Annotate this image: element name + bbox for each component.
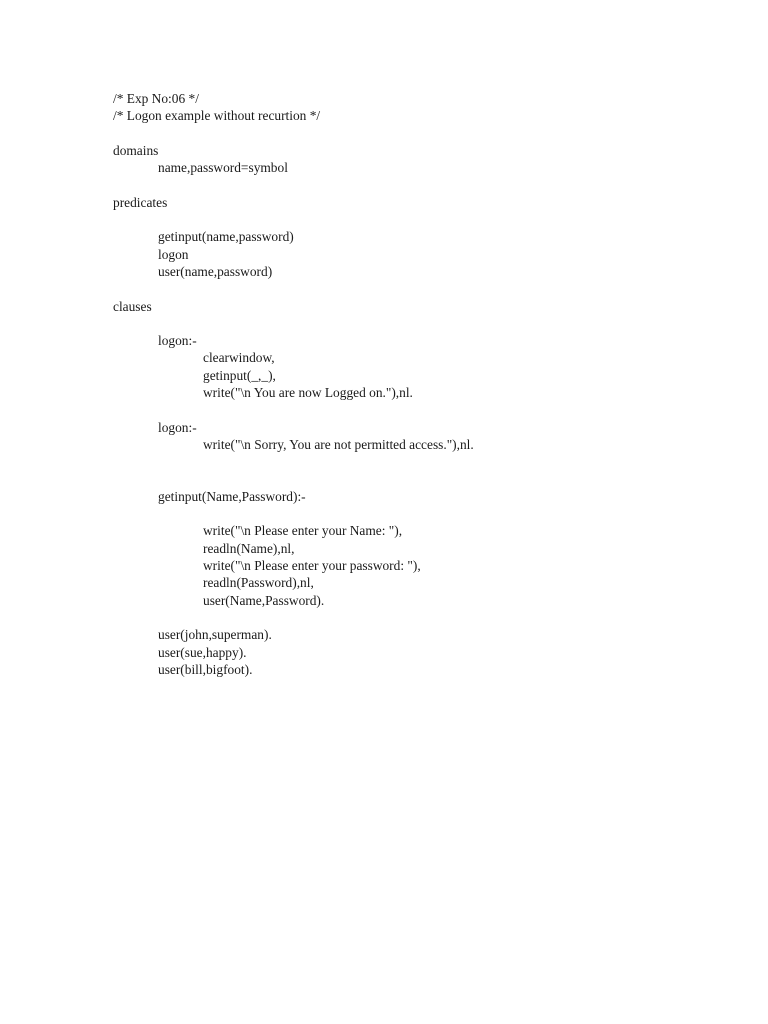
code-line: user(name,password) bbox=[158, 263, 273, 279]
code-line: user(Name,Password). bbox=[203, 592, 325, 608]
code-line: /* Exp No:06 */ bbox=[113, 91, 199, 106]
code-line: getinput(_,_), bbox=[203, 367, 276, 383]
code-line: getinput(Name,Password):- bbox=[158, 488, 306, 504]
code-line: readln(Password),nl, bbox=[203, 575, 314, 591]
blank-line bbox=[113, 401, 728, 418]
code-line: write("\n Please enter your password: "), bbox=[203, 558, 421, 574]
code-line: /* Logon example without recurtion */ bbox=[113, 108, 321, 124]
blank-line bbox=[113, 280, 728, 297]
code-line: user(john,superman). bbox=[158, 627, 272, 643]
code-line: clearwindow, bbox=[203, 350, 275, 366]
code-line: write("\n Sorry, You are not permitted access."),nl. bbox=[203, 436, 474, 452]
blank-line bbox=[113, 505, 728, 522]
code-line: logon:- bbox=[158, 333, 197, 349]
code-line: write("\n Please enter your Name: "), bbox=[203, 523, 403, 539]
code-line: write("\n You are now Logged on."),nl. bbox=[203, 385, 413, 401]
code-line: user(sue,happy). bbox=[158, 644, 247, 660]
blank-line bbox=[113, 609, 728, 626]
code-line: name,password=symbol bbox=[158, 160, 288, 176]
code-line: logon:- bbox=[158, 419, 197, 435]
code-listing bbox=[113, 90, 728, 678]
code-line: user(bill,bigfoot). bbox=[158, 661, 253, 677]
blank-line bbox=[113, 315, 728, 332]
blank-line bbox=[113, 125, 728, 142]
blank-line bbox=[113, 211, 728, 228]
blank-line bbox=[113, 453, 728, 470]
blank-line bbox=[113, 176, 728, 193]
code-line: domains bbox=[113, 142, 159, 158]
code-line: logon bbox=[158, 246, 189, 262]
code-line: getinput(name,password) bbox=[158, 229, 294, 245]
code-line: clauses bbox=[113, 298, 152, 314]
blank-line bbox=[113, 471, 728, 488]
code-line: readln(Name),nl, bbox=[203, 540, 295, 556]
code-line: predicates bbox=[113, 194, 168, 210]
